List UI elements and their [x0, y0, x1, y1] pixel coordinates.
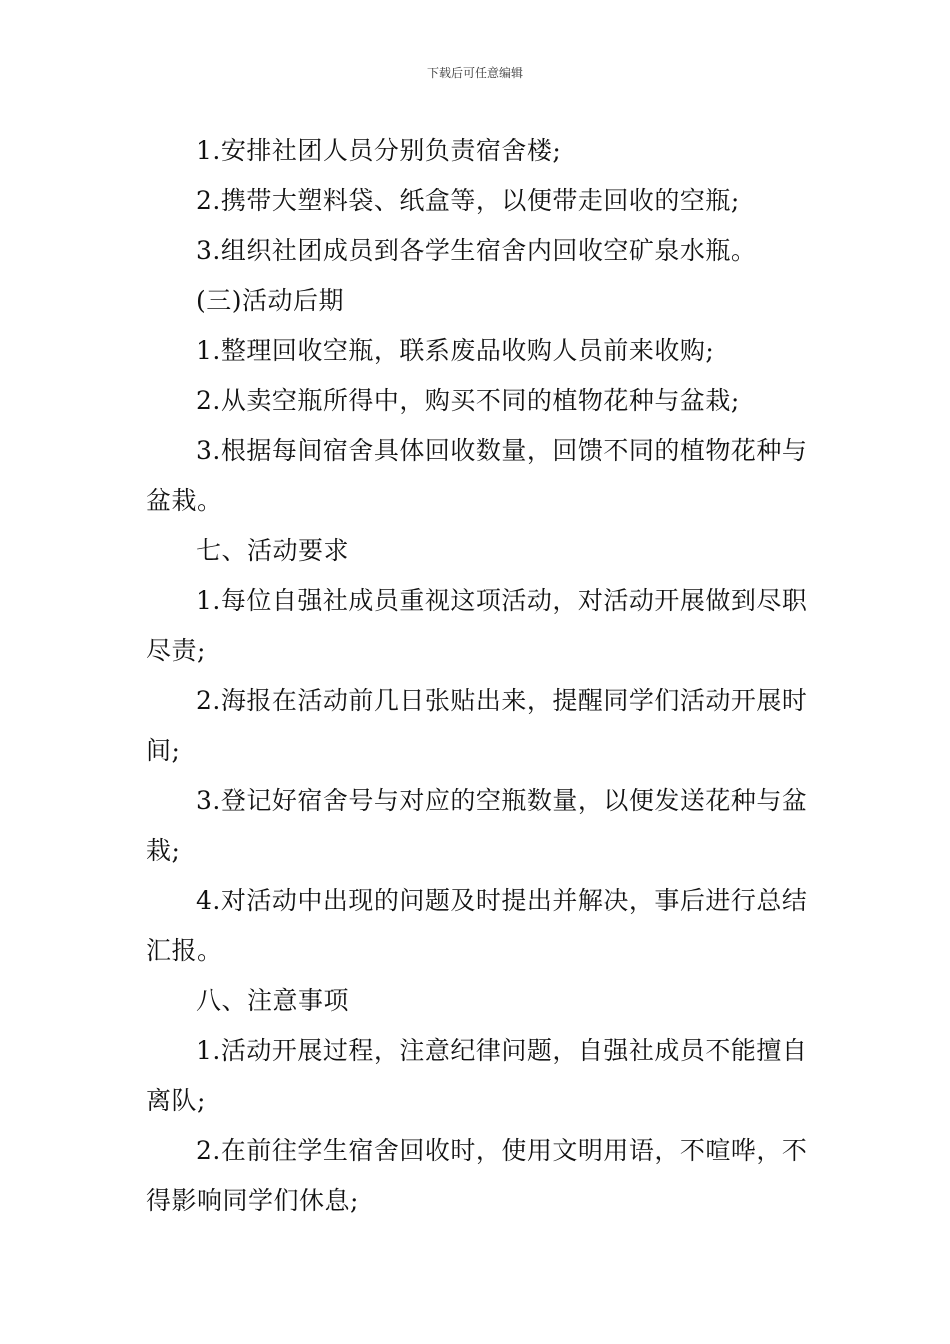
section-heading: (三)活动后期 [196, 286, 345, 315]
list-item: 3.登记好宿舍号与对应的空瓶数量，以便发送花种与盆栽; [146, 786, 808, 865]
section-heading: 八、注意事项 [196, 986, 350, 1015]
list-item: 2.海报在活动前几日张贴出来，提醒同学们活动开展时间; [146, 686, 808, 765]
page-header: 下载后可任意编辑 [426, 66, 523, 80]
list-item: 1.每位自强社成员重视这项活动，对活动开展做到尽职尽责; [146, 586, 808, 665]
list-item: 2.携带大塑料袋、纸盒等，以便带走回收的空瓶; [196, 186, 740, 215]
list-item: 2.在前往学生宿舍回收时，使用文明用语，不喧哗，不得影响同学们休息; [146, 1136, 808, 1215]
list-item: 3.组织社团成员到各学生宿舍内回收空矿泉水瓶。 [196, 236, 757, 265]
list-item: 4.对活动中出现的问题及时提出并解决，事后进行总结汇报。 [146, 886, 808, 965]
list-item: 2.从卖空瓶所得中，购买不同的植物花种与盆栽; [196, 386, 740, 415]
section-heading: 七、活动要求 [196, 536, 350, 565]
document-body [146, 126, 810, 1226]
list-item: 3.根据每间宿舍具体回收数量，回馈不同的植物花种与盆栽。 [146, 436, 808, 515]
list-item: 1.活动开展过程，注意纪律问题，自强社成员不能擅自离队; [146, 1036, 808, 1115]
list-item: 1.整理回收空瓶，联系废品收购人员前来收购; [196, 336, 715, 365]
list-item: 1.安排社团人员分别负责宿舍楼; [196, 136, 562, 165]
